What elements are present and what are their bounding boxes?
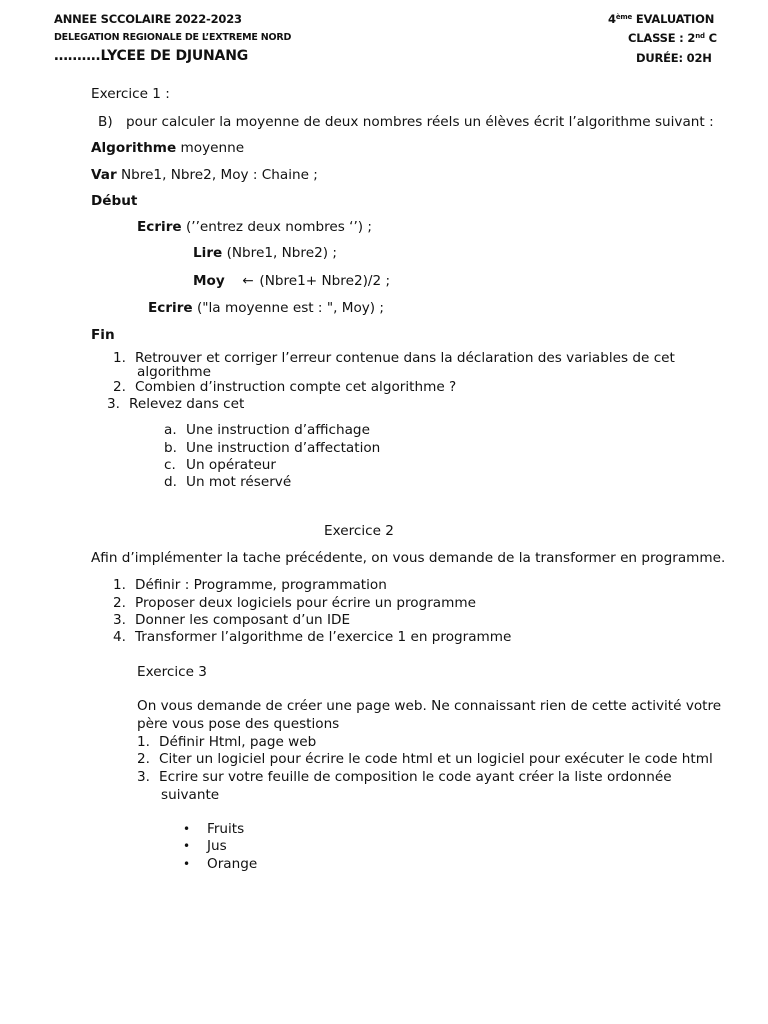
sub-item-text: Une instruction d’affichage [186,422,370,438]
lire-argument: (Nbre1, Nbre2) ; [222,245,337,261]
sub-item-letter: a. [164,422,177,438]
school-year: ANNEE SCCOLAIRE 2022-2023 [54,12,242,26]
question-number: 1. [113,350,126,366]
sub-item [164,422,370,439]
algo-header [91,140,244,157]
bullet-text: Fruits [207,821,245,837]
list-number: 3. [113,612,126,628]
sub-item-text: Un opérateur [186,457,277,473]
sub-item [164,474,291,491]
sub-item [164,457,276,474]
list-number: 3. [137,769,150,785]
class-text: CLASSE : 2 [628,31,696,45]
keyword-algorithme: Algorithme [91,140,177,156]
keyword-ecrire: Ecrire [148,300,193,316]
keyword-debut: Début [91,193,138,209]
question-text: Combien d’instruction compte cet algorithme ? [135,379,457,395]
sub-item-letter: b. [164,440,177,456]
list-number: 1. [113,577,126,593]
exercise1-part-text: pour calculer la moyenne de deux nombres réels un élèves écrit l’algorithme suivant : [126,114,714,130]
sub-item-text: Un mot réservé [186,474,292,490]
school-name-prefix: ………. [54,48,101,64]
exercise3-intro-line2: père vous pose des questions [137,716,340,732]
list-number: 2. [137,751,150,767]
keyword-ecrire: Ecrire [137,219,182,235]
exercise3-intro-line1: On vous demande de créer une page web. Ne connaissant rien de cette activité votre [137,698,722,714]
bullet-item [183,838,227,855]
ecrire-argument: (’’entrez deux nombres ‘’) ; [181,219,373,235]
question-item [113,379,456,396]
keyword-var: Var [91,167,117,183]
assignment-arrow-icon: ← [242,273,254,289]
delegation: DELEGATION REGIONALE DE L’EXTREME NORD [54,32,292,43]
bullet-text: Jus [207,838,227,854]
exercise1-part-label: B) [98,114,113,130]
sub-item-text: Une instruction d’affectation [186,440,381,456]
list-item [137,769,672,786]
bullet-item [183,856,257,873]
list-text: Définir : Programme, programmation [135,577,387,593]
question-text: Relevez dans cet [129,396,245,412]
bullet-item [183,821,244,838]
keyword-moy: Moy [193,273,225,289]
algo-ecrire-2 [148,300,384,317]
bullet-icon: • [183,839,191,853]
list-item [113,629,511,646]
class-superscript: nd [695,32,705,40]
evaluation-label [608,12,714,26]
list-item [137,734,316,751]
algo-var [91,167,318,184]
list-number: 2. [113,595,126,611]
list-number: 4. [113,629,126,645]
assignment-expression: (Nbre1+ Nbre2)/2 ; [259,273,391,289]
evaluation-number: 4 [608,12,616,26]
sub-item-letter: d. [164,474,177,490]
list-text: Ecrire sur votre feuille de composition le code ayant créer la liste ordonnée [159,769,672,785]
sub-item [164,440,380,457]
algo-ecrire-1 [137,219,372,236]
list-item [113,595,476,612]
exercise1-title: Exercice 1 : [91,86,170,102]
keyword-fin: Fin [91,327,115,343]
question-continuation: algorithme [137,364,211,380]
exercise3-title: Exercice 3 [137,664,207,680]
var-declaration: Nbre1, Nbre2, Moy : Chaine ; [116,167,318,183]
exercise2-intro: Afin d’implémenter la tache précédente, on vous demande de la transformer en programme. [91,550,726,566]
list-item [137,751,713,768]
list-text: Citer un logiciel pour écrire le code html et un logiciel pour exécuter le code html [159,751,713,767]
question-item [107,396,244,413]
question-number: 2. [113,379,126,395]
list-number: 1. [137,734,150,750]
keyword-lire: Lire [193,245,223,261]
question-text: Retrouver et corriger l’erreur contenue dans la déclaration des variables de cet [135,350,675,366]
ecrire-argument: ("la moyenne est : ", Moy) ; [192,300,385,316]
school-name-text: LYCEE DE DJUNANG [100,48,249,64]
list-continuation: suivante [161,787,220,803]
class-label [628,31,717,45]
evaluation-superscript: ème [615,13,633,21]
bullet-icon: • [183,822,191,836]
class-suffix: C [704,31,717,45]
algo-assignment [193,273,390,290]
exercise2-title: Exercice 2 [324,523,394,539]
list-item [113,612,350,629]
duration-label: DURÉE: 02H [636,51,712,65]
list-item [113,577,387,594]
sub-item-letter: c. [164,457,176,473]
list-text: Donner les composant d’un IDE [135,612,351,628]
question-number: 3. [107,396,120,412]
evaluation-text: EVALUATION [632,12,715,26]
list-text: Définir Html, page web [159,734,317,750]
algo-name: moyenne [176,140,245,156]
bullet-text: Orange [207,856,258,872]
list-text: Proposer deux logiciels pour écrire un programme [135,595,476,611]
bullet-icon: • [183,857,191,871]
algo-lire [193,245,337,262]
school-name [54,48,248,64]
list-text: Transformer l’algorithme de l’exercice 1 en programme [135,629,512,645]
